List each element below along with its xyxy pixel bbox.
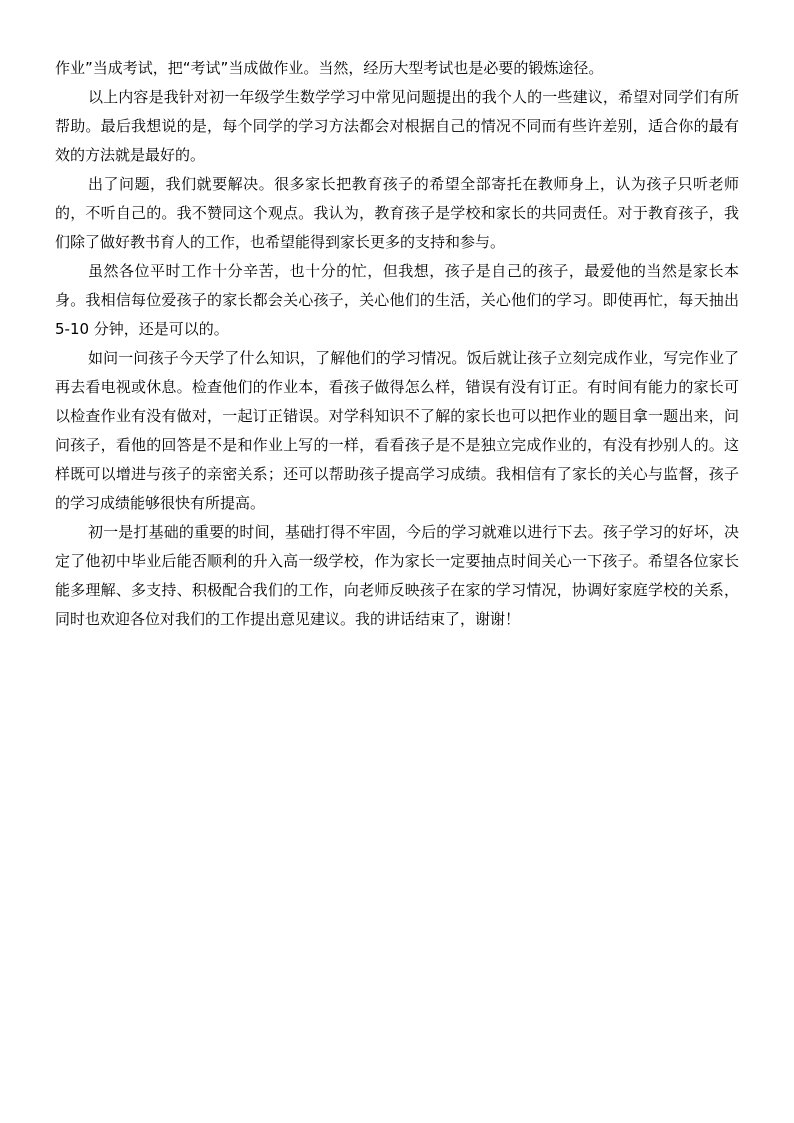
paragraph-suggestions-summary: 以上内容是我针对初一年级学生数学学习中常见问题提出的我个人的一些建议，希望对同学们有所帮助。最后我想说的是，每个同学的学习方法都会对根据自己的情况不同而有些许差别，适合你的最有效的方法就是最好的。: [55, 88, 739, 164]
paragraph-closing: 初一是打基础的重要的时间，基础打得不牢固，今后的学习就难以进行下去。孩子学习的好坏，决定了他初中毕业后能否顺利的升入高一级学校，作为家长一定要抽点时间关心一下孩子。希望各位家长能多理解、多支持、积极配合我们的工作，向老师反映孩子在家的学习情况，协调好家庭学校的关系，同时也欢迎各位对我们的工作提出意见建议。我的讲话结束了，谢谢！: [55, 523, 739, 628]
paragraph-check-homework: 如问一问孩子今天学了什么知识，了解他们的学习情况。饭后就让孩子立刻完成作业，写完作业了再去看电视或休息。检查他们的作业本，看孩子做得怎么样，错误有没有订正。有时间有能力的家长可以检查作业有没有做对，一起订正错误。对学科知识不了解的家长也可以把作业的题目拿一题出来，问问孩子，看他的回答是不是和作业上写的一样，看看孩子是不是独立完成作业的，有没有抄别人的。这样既可以增进与孩子的亲密关系；还可以帮助孩子提高学习成绩。我相信有了家长的关心与监督，孩子的学习成绩能够很快有所提高。: [55, 349, 739, 512]
document-page: [55, 54, 739, 634]
paragraph-continuation: 作业”当成考试，把“考试”当成做作业。当然，经历大型考试也是必要的锻炼途径。: [55, 59, 604, 77]
paragraph-shared-responsibility: 出了问题，我们就要解决。很多家长把教育孩子的希望全部寄托在教师身上，认为孩子只听老师的，不听自己的。我不赞同这个观点。我认为，教育孩子是学校和家长的共同责任。对于教育孩子，我们除了做好教书育人的工作，也希望能得到家长更多的支持和参与。: [55, 175, 739, 251]
paragraph-parents-busy: 虽然各位平时工作十分辛苦，也十分的忙，但我想，孩子是自己的孩子，最爱他的当然是家长本身。我相信每位爱孩子的家长都会关心孩子，关心他们的生活，关心他们的学习。即使再忙，每天抽出 5-10 分钟，还是可以的。: [55, 262, 739, 338]
